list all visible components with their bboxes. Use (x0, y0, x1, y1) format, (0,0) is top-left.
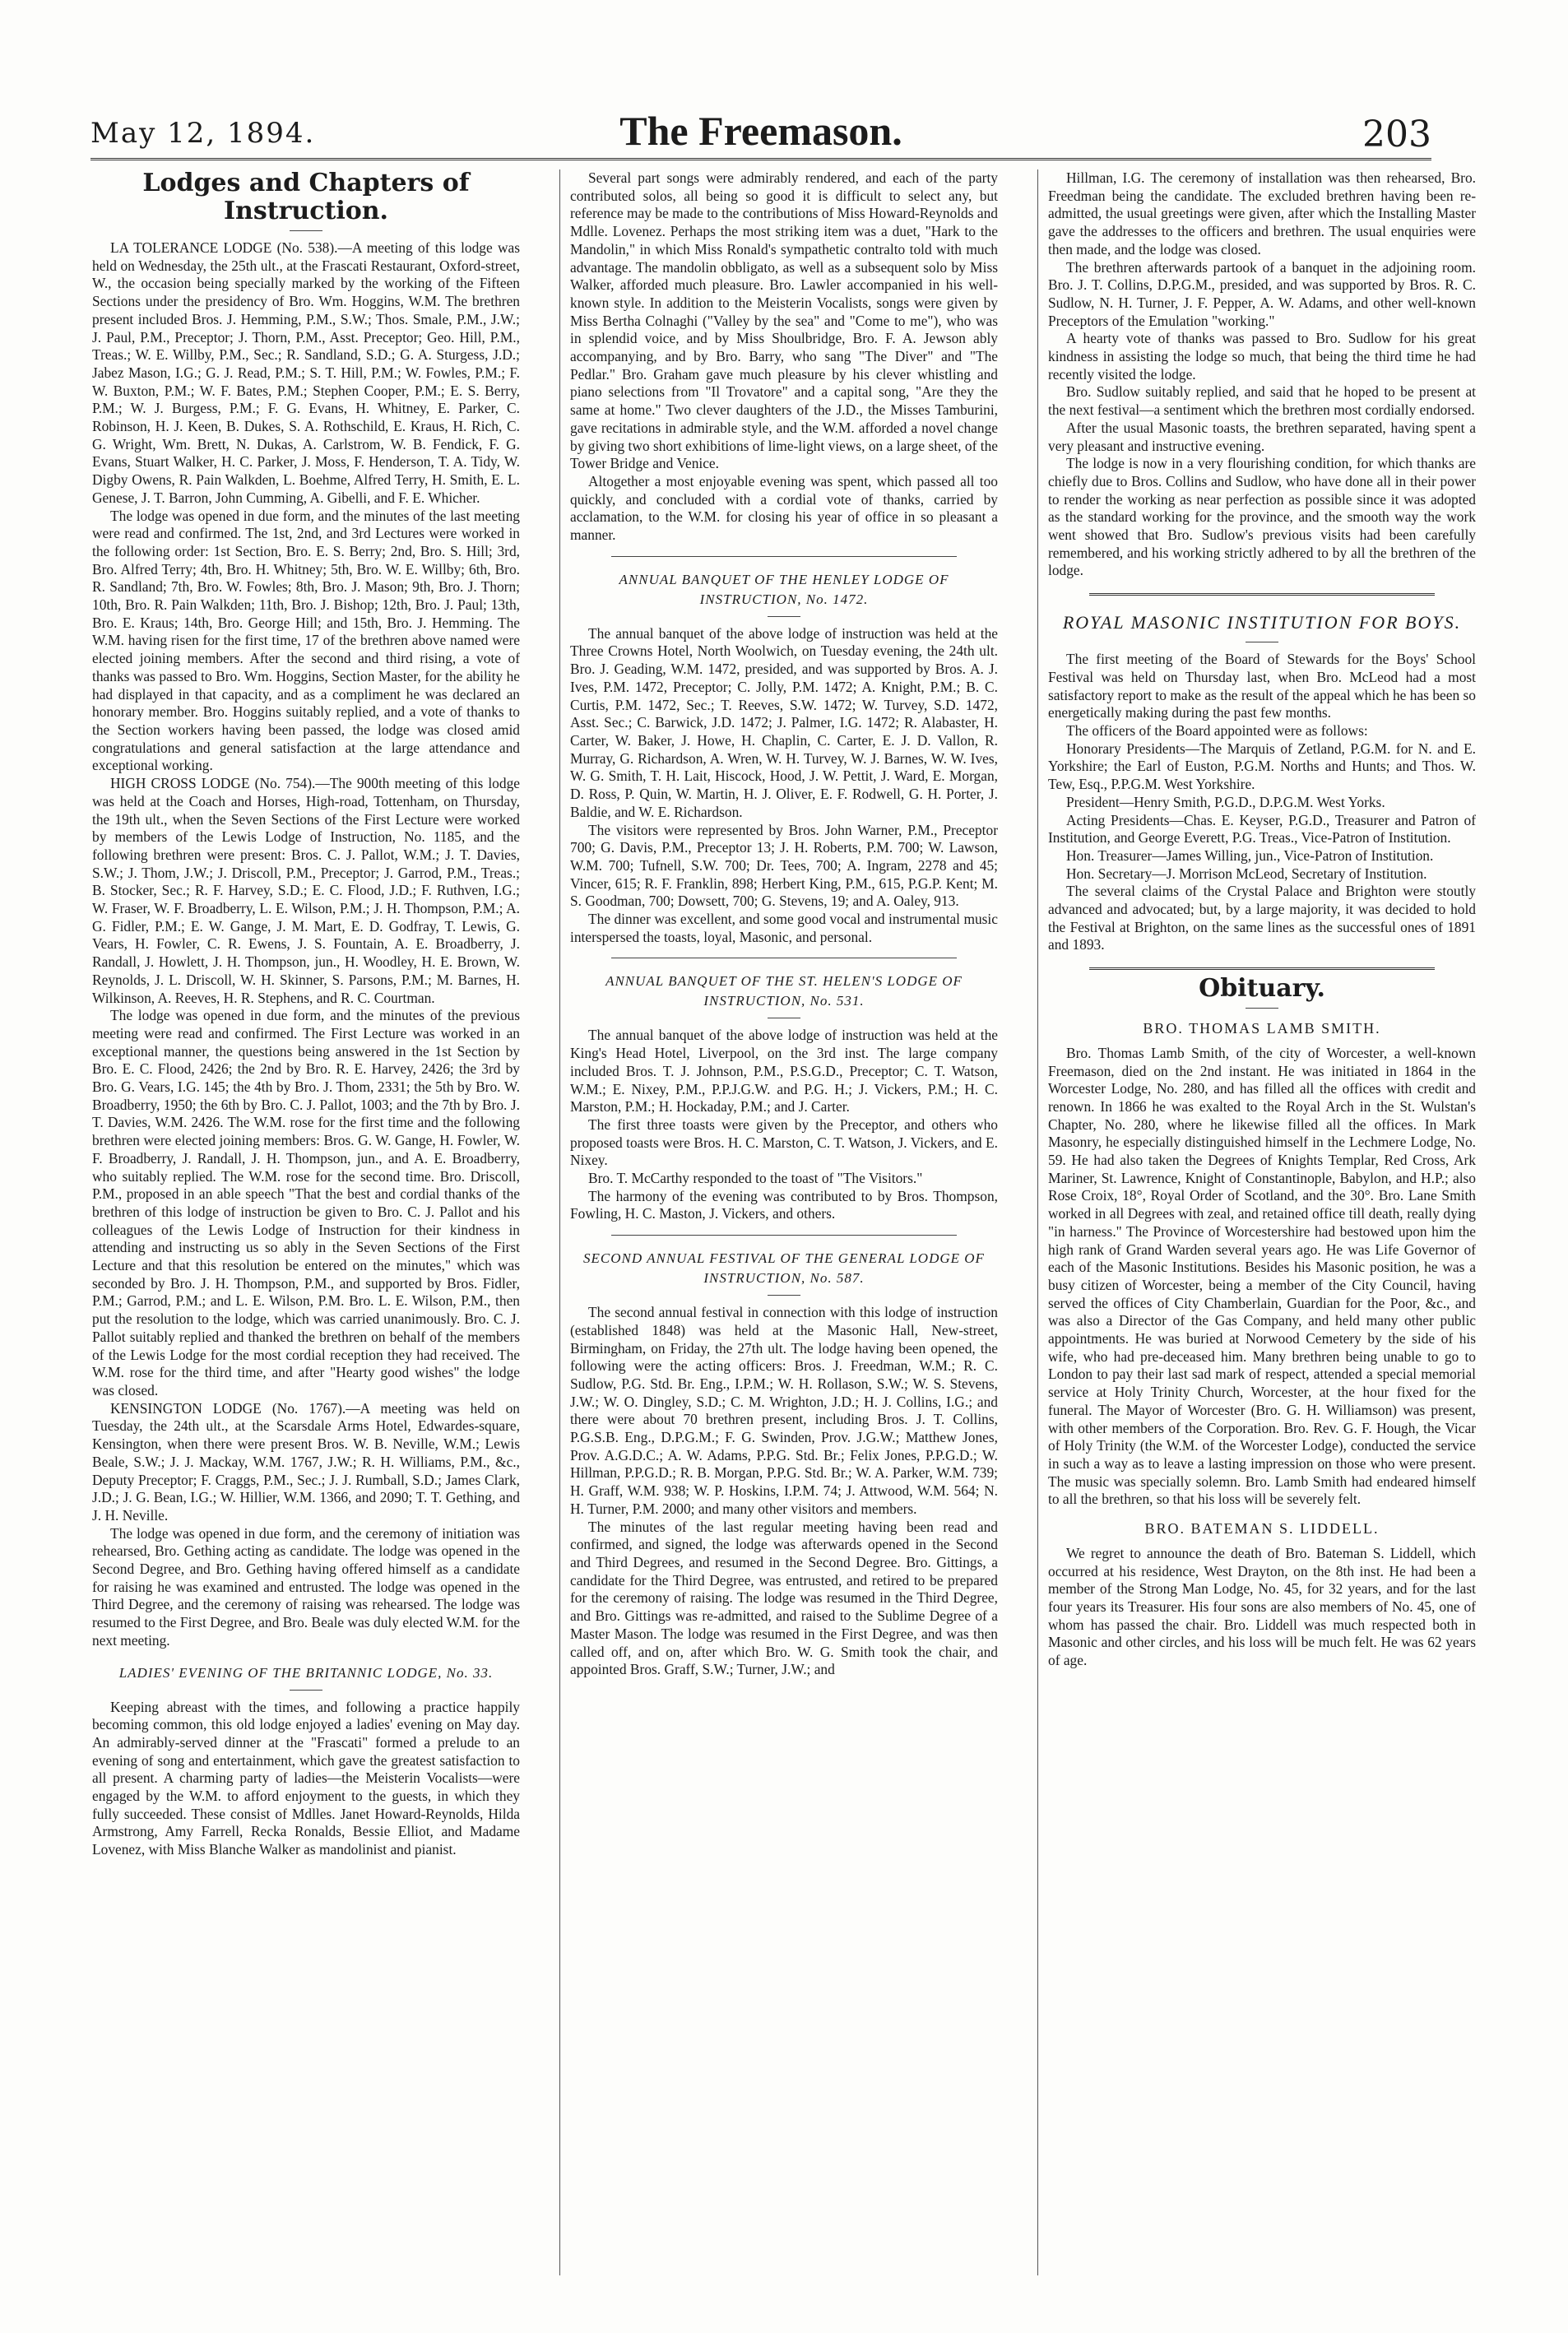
obituary-name: BRO. BATEMAN S. LIDDELL. (1144, 1520, 1380, 1538)
article-subheading: SECOND ANNUAL FESTIVAL OF THE GENERAL LODGE OF INSTRUCTION, No. 587. (583, 1250, 985, 1287)
article-paragraph: Honorary Presidents—The Marquis of Zetland, P.G.M. for N. and E. Yorkshire; the Earl of Euston, P.G.M. Norths and Hunts; and Thos. W. Tew, Esq., P.P.G.M. West Yorkshire. (1048, 740, 1476, 793)
article-paragraph: The second annual festival in connection with this lodge of instruction (established 1848) was held at the Masonic Hall, New-street, Birmingham, on Friday, the 27th ult. The lodge having been opened, the following were the acting officers: Bros. J. Freedman, W.M.; R. C. Sudlow, P.G. Std. Br. Eng., I.P.M.; W. H. Rollason, S.W.; W. S. Stevens, J.W.; W. O. Dingley, S.D.; C. M. Wrighton, J.D.; H. J. Collins, I.G.; and there were about 70 brethren present, including Bros. J. T. Collins, P.G.S.B. Eng., D.P.G.M.; F. G. Swinden, Prov. J.G.W.; Matthew Jones, Prov. A.G.D.C.; A. W. Adams, P.P.G. Std. Br.; Felix Jones, P.P.G.D.; W. Hillman, P.P.G.D.; R. B. Morgan, P.P.G. Std. Br.; W. A. Parker, W.M. 739; H. Graff, W.M. 938; W. P. Hoskins, I.P.M. 74; J. Attwood, W.M. 564; N. H. Turner, P.M. 2000; and many other visitors and members. (570, 1304, 998, 1517)
article-paragraph: Acting Presidents—Chas. E. Keyser, P.G.D., Treasurer and Patron of Institution, and George Everett, P.G. Treas., Vice-Patron of Institution. (1048, 811, 1476, 846)
article-paragraph: Several part songs were admirably rendered, and each of the party contributed solos, all being so good it is difficult to select any, but reference may be made to the contributions of Miss Howard-Reynolds and Mdlle. Lovenez. Perhaps the most striking item was a duet, "Hark to the Mandolin," in which Miss Ronald's sympathetic contralto told with much advantage. The mandolin obbligato, as well as a subsequent solo by Miss Walker, afforded much pleasure. Bro. Lawler accompanied in his well-known style. In addition to the Meisterin Vocalists, songs were given by Miss Bertha Colnaghi ("Valley by the sea" and "Come to me"), who was in splendid voice, and by Miss Shoulbridge, Bro. F. A. Jewson ably accompanying, and by Bro. Barry, who sang "The Diver" and "The Pedlar." Bro. Graham gave much pleasure by his clever whistling and piano selections from "Il Trovatore" and a capital song, "Are they the same at home." Two clever daughters of the J.D., the Misses Tamburini, gave recitations in admirable style, and the W.M. afforded a novel change by giving two short exhibitions of lime-light views, on a large sheet, of the Tower Bridge and Venice. (570, 169, 998, 472)
divider (1089, 593, 1435, 596)
divider (1246, 1008, 1278, 1009)
article-paragraph: Hon. Secretary—J. Morrison McLeod, Secretary of Institution. (1066, 865, 1427, 882)
article-paragraph: The annual banquet of the above lodge of instruction was held at the King's Head Hotel, Liverpool, on the 3rd inst. The large company included Bros. T. J. Johnson, P.M., P.S.G.D., Preceptor; C. T. Watson, W.M.; E. Nixey, P.M., P.P.J.G.W. and P.G. H.; J. Vickers, P.M.; H. C. Marston, P.M.; H. Hockaday, P.M.; and J. Carter. (570, 1027, 998, 1115)
article-paragraph: The lodge was opened in due form, and the minutes of the previous meeting were read and confirmed. The First Lecture was worked in an exceptional manner, the questions being answered in the 1st Section by Bro. E. C. Flood, 2426; the 2nd by Bro. R. E. Harvey, 2426; the 3rd by Bro. G. Vears, I.G. 145; the 4th by Bro. J. Thom, 2331; the 5th by Bro. W. Broadberry, 1950; the 6th by Bro. C. J. Pallot, 1003; and the 7th by Bro. J. T. Davies, W.M. 2426. The W.M. rose for the first time and the following brethren were elected joining members: Bros. G. W. Gange, H. Fowler, W. F. Broadberry, J. Randall, J. H. Thompson, jun., and A. E. Broadberry, who suitably replied. The W.M. rose for the second time. Bro. Driscoll, P.M., proposed in an able speech "That the best and cordial thanks of the brethren of this lodge of instruction be given to Bro. C. J. Pallot and his colleagues of the Lewis Lodge of Instruction for their kindness in attending and instructing us so ably in the Seven Sections of the First Lecture and that this resolution be entered on the minutes," which was seconded by Bro. J. H. Thompson, P.M., and supported by Bros. Fidler, P.M.; Garrod, P.M.; and L. E. Wilson, P.M. Bro. L. E. Wilson, P.M., then put the resolution to the lodge, which was carried unanimously. Bro. C. J. Pallot suitably replied and thanked the brethren on behalf of the members of the Lewis Lodge for the most cordial reception they had received. The W.M. rose for the third time, and after "Hearty good wishes" the lodge was closed. (92, 1007, 520, 1398)
article-paragraph: The visitors were represented by Bros. John Warner, P.M., Preceptor 700; G. Davis, P.M., Preceptor 13; J. H. Roberts, P.M. 700; W. Lawson, W.M. 700; Tufnell, S.W. 700; Dr. Tees, 700; A. Ingram, 2278 and 45; Vincer, 615; R. F. Franklin, 898; Herbert King, P.M., 615, P.G.P. Kent; M. S. Goodman, 700; Dowsett, 700; G. Stevens, 19; and A. Oaley, 913. (570, 821, 998, 910)
article-paragraph: A hearty vote of thanks was passed to Bro. Sudlow for his great kindness in assisting the lodge so much, that being the third time he had recently visited the lodge. (1048, 330, 1476, 383)
article-paragraph: We regret to announce the death of Bro. Bateman S. Liddell, which occurred at his residence, West Drayton, on the 8th inst. He had been a member of the Strong Man Lodge, No. 45, for 32 years, and for the last four years its Treasurer. His four sons are also members of No. 45, one of whom has passed the chair. Bro. Liddell was much respected both in Masonic and other circles, and his loss will be much felt. He was 62 years of age. (1048, 1544, 1476, 1669)
section-heading: Obituary. (1199, 974, 1325, 1004)
divider (1089, 967, 1435, 970)
masthead-rule (90, 158, 1431, 160)
article-paragraph: The several claims of the Crystal Palace and Brighton were stoutly advanced and advocated; but, by a large majority, it was decided to hold the Festival at Brighton, on the same lines as the successful ones of 1891 and 1893. (1048, 883, 1476, 953)
column-divider (1037, 169, 1038, 2275)
page-number: 203 (1362, 114, 1431, 155)
column-divider (559, 169, 560, 2275)
article-paragraph: KENSINGTON LODGE (No. 1767).—A meeting was held on Tuesday, the 24th ult., at the Scarsdale Arms Hotel, Edwardes-square, Kensington, when there were present Bros. W. B. Neville, W.M.; Lewis Beale, S.W.; J. J. Mackay, W.M. 1767, J.W.; R. H. Williams, P.M., &c., Deputy Preceptor; F. Craggs, P.M., Sec.; J. J. Rumball, S.D.; James Clark, J.D.; J. G. Bean, I.G.; W. Hillier, W.M. 1366, and 2090; T. T. Gething, and J. H. Neville. (92, 1399, 520, 1524)
column-2 (570, 169, 998, 2292)
article-paragraph: LA TOLERANCE LODGE (No. 538).—A meeting of this lodge was held on Wednesday, the 25th ult., at the Frascati Restaurant, Oxford-street, W., the occasion being specially marked by the working of the Fifteen Sections under the presidency of Bro. Wm. Hoggins, W.M. The brethren present included Bros. J. Hemming, P.M., S.W.; Thos. Smale, P.M., J.W.; J. Paul, P.M., Preceptor; J. Thorn, P.M., Asst. Preceptor; Geo. Hill, P.M., Treas.; W. E. Willby, P.M., Sec.; R. Sandland, S.D.; G. A. Sturgess, J.D.; Jabez Mason, I.G.; G. J. Read, P.M.; S. T. Hill, P.M.; W. Fowles, P.M.; F. W. Buxton, P.M.; W. F. Bates, P.M.; Stephen Cooper, P.M.; E. S. Berry, P.M.; W. J. Burgess, P.M.; F. G. Evans, H. Whitney, E. Parker, C. Robinson, H. J. Keen, B. Dukes, S. A. Rothschild, E. Kraus, H. Rich, C. G. Wright, Wm. Brett, N. Dukas, A. Carlstrom, W. B. Fendick, F. G. Evans, Stuart Walker, H. C. Parker, J. Moss, F. Henderson, T. A. Tidy, W. Digby Owens, R. Pain Walkden, L. Boehme, Alfred Terry, H. Smith, E. L. Genese, J. T. Barron, John Cumming, A. Gibelli, and F. E. Whicher. (92, 239, 520, 506)
article-paragraph: The lodge was opened in due form, and the ceremony of initiation was rehearsed, Bro. Gething acting as candidate. The lodge was opened in the Second Degree, and Bro. Gething having offered himself as a candidate for raising he was examined and entrusted. The lodge was opened in the Third Degree, and the ceremony of raising was rehearsed. The lodge was resumed to the First Degree, and Bro. Beale was duly elected W.M. for the next meeting. (92, 1524, 520, 1649)
article-subheading: ANNUAL BANQUET OF THE HENLEY LODGE OF INSTRUCTION, No. 1472. (619, 571, 949, 607)
divider (768, 1295, 800, 1296)
section-heading: Lodges and Chapters of Instruction. (142, 169, 470, 225)
article-paragraph: The harmony of the evening was contributed to by Bros. Thompson, Fowling, H. C. Maston, J. Vickers, and others. (570, 1187, 998, 1222)
article-paragraph: After the usual Masonic toasts, the brethren separated, having spent a very pleasant and instructive evening. (1048, 419, 1476, 454)
article-paragraph: The dinner was excellent, and some good vocal and instrumental music interspersed the toasts, loyal, Masonic, and personal. (570, 911, 998, 945)
newspaper-title: The Freemason. (619, 108, 902, 154)
article-paragraph: Bro. Sudlow suitably replied, and said that he hoped to be present at the next festival—a sentiment which the brethren most cordially endorsed. (1048, 383, 1476, 419)
divider (611, 1235, 957, 1236)
masthead (90, 107, 1431, 156)
divider (290, 1690, 322, 1691)
column-3 (1048, 169, 1476, 2292)
article-paragraph: Hillman, I.G. The ceremony of installation was then rehearsed, Bro. Freedman being the candidate. The excluded brethren having been re-admitted, the usual greetings were given, after which the Installing Master gave the addresses to the officers and brethren. The usual enquiries were then made, and the lodge was closed. (1048, 169, 1476, 257)
obituary-name: BRO. THOMAS LAMB SMITH. (1143, 1020, 1381, 1037)
column-1 (92, 169, 520, 2292)
article-paragraph: The first meeting of the Board of Stewards for the Boys' School Festival was held on Thursday last, when Bro. McLeod had a most satisfactory report to make as the result of the appeal which he has been so energetically making during the past few months. (1048, 651, 1476, 721)
article-paragraph: Hon. Treasurer—James Willing, jun., Vice-Patron of Institution. (1066, 846, 1434, 864)
article-paragraph: Altogether a most enjoyable evening was spent, which passed all too quickly, and concluded with a cordial vote of thanks, carried by acclamation, to the W.M. for closing his year of office in so pleasant a manner. (570, 472, 998, 544)
article-paragraph: The lodge was opened in due form, and the minutes of the last meeting were read and confirmed. The 1st, 2nd, and 3rd Lectures were worked in the following order: 1st Section, Bro. E. S. Berry; 2nd, Bro. S. Hill; 3rd, Bro. Alfred Terry; 4th, Bro. H. Whitney; 5th, Bro. W. E. Willby; 6th, Bro. R. Sandland; 7th, Bro. W. Fowles; 8th, Bro. J. Mason; 9th, Bro. J. Thorn; 10th, Bro. R. Pain Walkden; 11th, Bro. J. Bishop; 12th, Bro. J. Paul; 13th, Bro. E. Kraus; 14th, Bro. George Hill; and 15th, Bro. J. Hemming. The W.M. having risen for the first time, 17 of the brethren above named were elected joining members. After the second and third rising, a vote of thanks was passed to Bro. Wm. Hoggins, Section Master, for the ability he had displayed in that capacity, and as a compliment he was declared an honorary member. Bro. Hoggins suitably replied, and a vote of thanks to the Section workers having been passed, the lodge was closed amid congratulations and general satisfaction at the large attendance and exceptional working. (92, 507, 520, 774)
article-paragraph: HIGH CROSS LODGE (No. 754).—The 900th meeting of this lodge was held at the Coach and Horses, High-road, Tottenham, on Thursday, the 19th ult., when the Seven Sections of the First Lecture were worked by members of the Lewis Lodge of Instruction, No. 1185, and the following brethren were present: Bros. C. J. Pallot, W.M.; J. T. Davies, S.W.; J. Thom, J.W.; J. Driscoll, P.M., Preceptor; J. Garrod, P.M., Treas.; B. Stocker, Sec.; R. F. Harvey, S.D.; E. C. Flood, J.D.; F. Ruthven, I.G.; W. Fraser, W. F. Broadberry, L. E. Wilson, P.M.; J. H. Thompson, P.M.; A. G. Fidler, P.M.; E. W. Gange, J. M. Mart, E. D. Godfray, T. Lewis, G. Vears, H. Fowler, C. R. Ewens, J. S. Fountain, A. E. Broadberry, J. Randall, J. Howlett, J. H. Thompson, jun., H. Woodley, H. E. Brown, W. Reynolds, J. L. Driscoll, W. H. Skinner, S. Parsons, P.M.; M. Barnes, H. Wilkinson, A. Reeves, H. R. Stephens, and R. C. Courtman. (92, 775, 520, 1006)
article-paragraph: The minutes of the last regular meeting having been read and confirmed, and signed, the lodge was afterwards opened in the Second and Third Degrees, and resumed in the Second Degree. Bro. Gittings, a candidate for the Third Degree, was entrusted, and retired to be prepared for the ceremony of raising. The lodge was resumed in the Third Degree, and Bro. Gittings was re-admitted, and raised to the Sublime Degree of a Master Mason. The lodge was resumed in the First Degree, and was then called off, and on, after which Bro. W. G. Smith took the chair, and appointed Bros. Graff, S.W.; Turner, J.W.; and (570, 1518, 998, 1678)
article-paragraph: The lodge is now in a very flourishing condition, for which thanks are chiefly due to Bros. Collins and Sudlow, who have done all in their power to render the working as near perfection as possible since it was adopted as the standard working for the province, and the smooth way the work went showed that Bro. Sudlow's previous visits had been carefully remembered, and his working strictly adhered to by all the brethren of the lodge. (1048, 455, 1476, 579)
article-paragraph: The first three toasts were given by the Preceptor, and others who proposed toasts were Bros. H. C. Marston, C. T. Watson, J. Vickers, and E. Nixey. (570, 1115, 998, 1169)
article-paragraph: The officers of the Board appointed were as follows: (1066, 721, 1368, 739)
article-subheading: LADIES' EVENING OF THE BRITANNIC LODGE, No. 33. (118, 1664, 494, 1681)
article-paragraph: Bro. Thomas Lamb Smith, of the city of Worcester, a well-known Freemason, died on the 2nd instant. He was initiated in 1864 in the Worcester Lodge, No. 280, and has filled all the offices with credit and renown. In 1866 he was exalted to the Royal Arch in the St. Wulstan's Chapter, No. 280, where he likewise filled all the offices. In Mark Masonry, he especially distinguished himself in the Lechmere Lodge, No. 59. He had also taken the Degrees of Knights Templar, Red Cross, Ark Mariner, St. Lawrence, Knight of Constantinople, Babylon, and H.P.; also Rose Croix, 18°, Royal Order of Scotland, and the 30°. Bro. Lane Smith worked in all Degrees with zeal, and retained office till death, really dying "in harness." The Province of Worcestershire had bestowed upon him the high rank of Grand Warden several years ago. He was Life Governor of each of the Masonic Institutions. Besides his Masonic position, he was a busy citizen of Worcester, being a member of the City Council, having served the offices of City Chamberlain, Guardian for the Poor, &c., and was also a Director of the Gas Company, and held many other public appointments. He was buried at Norwood Cemetery by the side of his wife, who had pre-deceased him. Many brethren being unable to go to London to pay their last sad mark of respect, attended a special memorial service at Holy Trinity Church, Worcester, at the hour fixed for the funeral. The Mayor of Worcester (Bro. G. H. Williamson) was present, with other members of the Corporation. Bro. Rev. G. F. Hough, the Vicar of Holy Trinity (the W.M. of the Worcester Lodge), conducted the service in such a way as to leave a lasting impression on those who were present. The music was specially solemn. Bro. Lamb Smith had endeared himself to all the brethren, so that his loss will be severely felt. (1048, 1044, 1476, 1508)
article-paragraph: Keeping abreast with the times, and following a practice happily becoming common, this old lodge enjoyed a ladies' evening on May day. An admirably-served dinner at the "Frascati" formed a prelude to an evening of song and entertainment, which gave the greatest satisfaction to all present. A charming party of ladies—the Meisterin Vocalists—were engaged by the W.M. to afford enjoyment to the guests, in which they fully succeeded. These consist of Mdlles. Janet Howard-Reynolds, Hilda Armstrong, Amy Farrell, Recka Ronalds, Bessie Elliot, and Madame Lovenez, with Miss Blanche Walker as mandolinist and pianist. (92, 1698, 520, 1858)
divider (611, 556, 957, 557)
article-paragraph: President—Henry Smith, P.G.D., D.P.G.M. West Yorks. (1066, 793, 1385, 810)
article-paragraph: Bro. T. McCarthy responded to the toast of "The Visitors." (588, 1170, 923, 1187)
issue-date: May 12, 1894. (90, 117, 316, 150)
divider (290, 230, 322, 231)
article-subheading: ANNUAL BANQUET OF THE ST. HELEN'S LODGE OF INSTRUCTION, No. 531. (605, 973, 963, 1009)
divider (768, 616, 800, 617)
article-paragraph: The annual banquet of the above lodge of instruction was held at the Three Crowns Hotel, North Woolwich, on Tuesday evening, the 24th ult. Bro. J. Geading, W.M. 1472, presided, and was supported by Bros. A. J. Ives, P.M. 1472, Preceptor; C. Jolly, P.M. 1472; A. Knight, P.M.; B. C. Curtis, P.M. 1472, Sec.; T. Reeves, S.W. 1472; W. Turvey, S.D. 1472, Asst. Sec.; C. Barwick, J.D. 1472; J. Palmer, I.G. 1472; R. Alabaster, H. Carter, W. Baker, J. Howe, H. Chaplin, C. Carter, E. J. D. Vallon, R. Murray, G. Richardson, A. Wren, W. H. Turvey, W. J. Barnes, W. W. Ives, W. G. Smith, T. H. Lait, Hiscock, Hood, J. W. Pettit, J. Ward, E. Morgan, D. Ross, P. Quin, W. Martin, H. J. Oliver, E. F. Rodwell, G. H. Porter, J. Baldie, and W. E. Richardson. (570, 624, 998, 820)
article-heading: ROYAL MASONIC INSTITUTION FOR BOYS. (1062, 612, 1462, 633)
article-paragraph: The brethren afterwards partook of a banquet in the adjoining room. Bro. J. T. Collins, D.P.G.M., presided, and was supported by Bros. R. C. Sudlow, N. H. Turner, J. F. Pepper, A. W. Adams, and other well-known Preceptors of the Emulation "working." (1048, 258, 1476, 329)
